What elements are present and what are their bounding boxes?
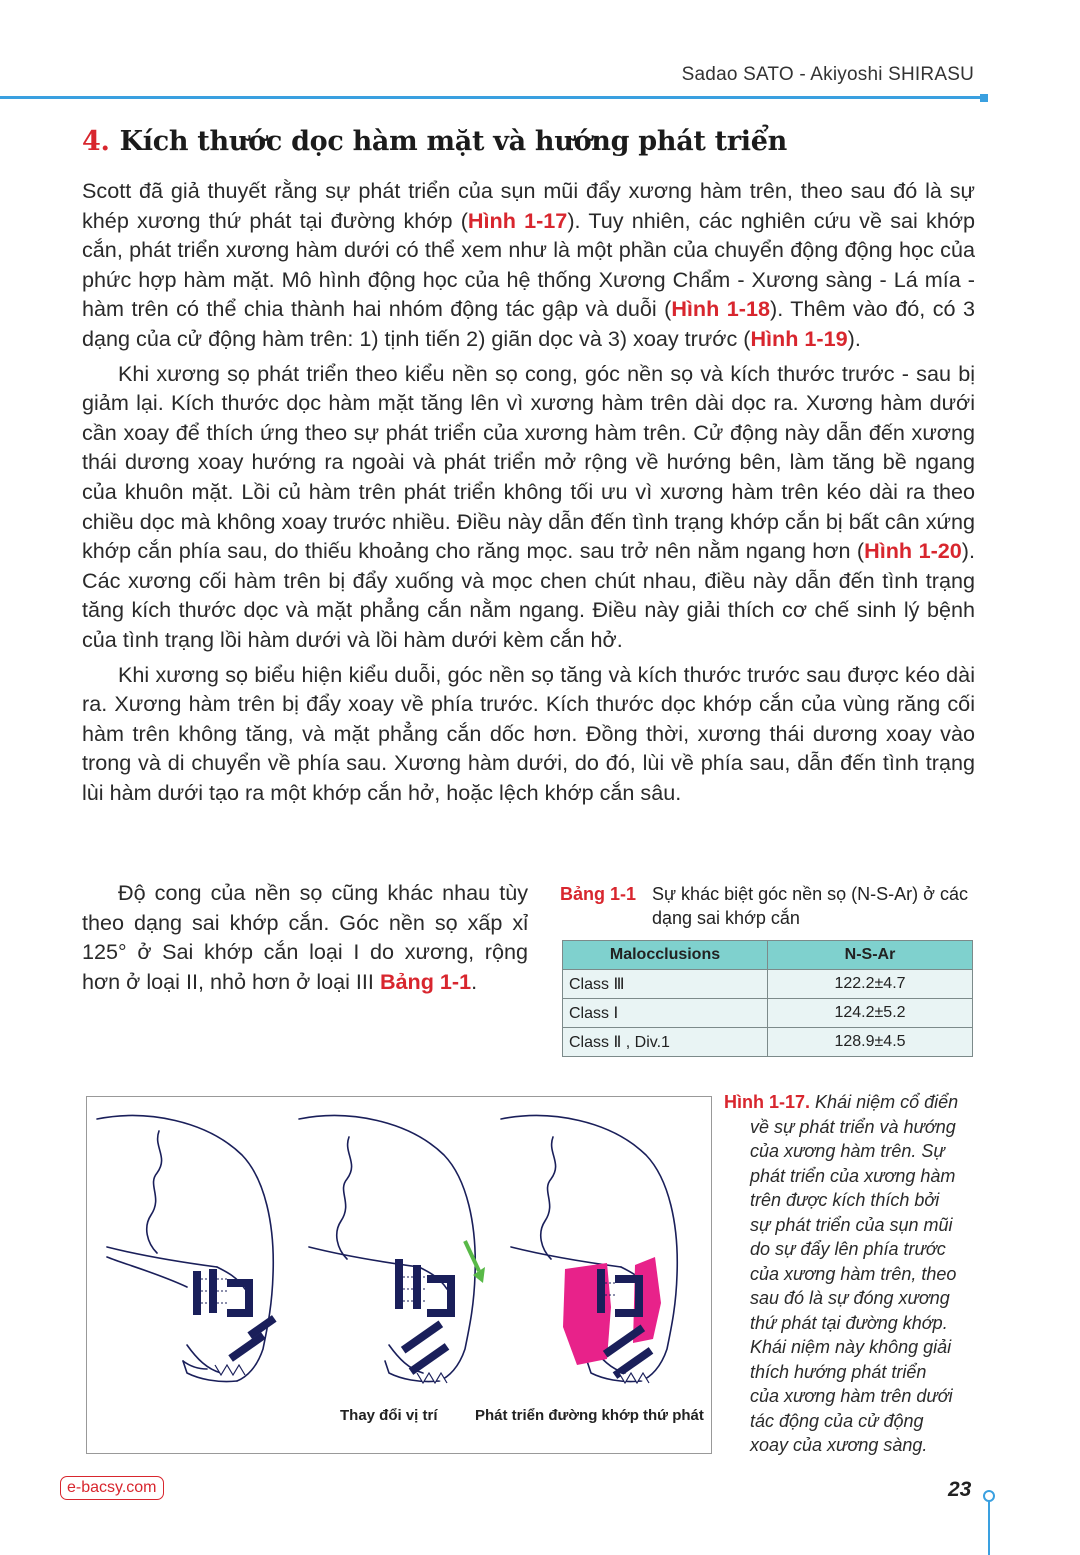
skull-drawing-2 — [299, 1116, 475, 1382]
footer-dot-icon — [983, 1490, 995, 1502]
header-authors: Sadao SATO - Akiyoshi SHIRASU — [681, 64, 974, 85]
table-row — [563, 999, 973, 1028]
header-square — [980, 94, 988, 102]
figure-caption-line: Khái niệm này không giải — [750, 1337, 952, 1357]
table-cell-class: Class Ⅰ — [563, 999, 768, 1028]
paragraph-text: . — [471, 968, 478, 994]
paragraph-text: Độ cong của nền sọ cũng khác nhau tùy theo dạng sai khớp cắn. Góc nền sọ xấp xỉ 125° ở Sai khớp cắn loại I do xương, rộng hơn ở loại II, nhỏ hơn ở loại III — [82, 880, 528, 994]
figure-caption-line: do sự đẩy lên phía trước — [750, 1239, 946, 1259]
skull-illustrations — [87, 1097, 711, 1453]
header-rule — [0, 96, 982, 99]
figure-caption-line: tác động của cử động — [750, 1410, 924, 1431]
paragraph-text: ). — [847, 325, 861, 351]
table-ref: Bảng 1-1 — [379, 968, 472, 994]
paragraph-text: ). Tuy nhiên, các nghiên cứu về sai khớp cắn, phát triển xương hàm dưới có thể xem như là một phần của chuyển động động học của phức hợp hàm mặt. Mô hình động học của hệ thống Xương Chẩm - Xương sàng - Lá mía - hàm trên có thể chia thành hai nhóm động tác gập và duỗi ( — [82, 207, 975, 322]
figure-ref: Hình 1-20 — [864, 538, 962, 564]
paragraph-text: Scott đã giả thuyết rằng sự phát triển của sụn mũi đẩy xương hàm trên, theo sau đó là sự khép xương thứ phát tại đường khớp ( — [82, 178, 975, 233]
section-number: 4. — [82, 126, 110, 157]
paragraph-4 — [82, 878, 528, 996]
footer-line — [988, 1496, 990, 1555]
table-caption — [560, 882, 980, 930]
figure-ref: Hình 1-17 — [467, 207, 568, 233]
table-cell-value: 128.9±4.5 — [768, 1028, 973, 1057]
figure-caption-line: của xương hàm trên, theo — [750, 1263, 957, 1284]
figure-caption-line: trên được kích thích bởi — [750, 1190, 940, 1210]
figure-caption-label: Hình 1-17. — [724, 1092, 811, 1112]
footer-site-link[interactable]: e-bacsy.com — [60, 1476, 164, 1500]
figure-caption-line: thích hướng phát triển — [750, 1361, 927, 1382]
paragraph-2 — [82, 359, 975, 655]
figure-1-17 — [86, 1096, 712, 1454]
page-number: 23 — [948, 1478, 972, 1501]
figure-caption — [724, 1090, 974, 1458]
paragraph-1 — [82, 176, 975, 354]
paragraph-text: Khi xương sọ biểu hiện kiểu duỗi, góc nền sọ tăng và kích thước trước sau được kéo dài ra. Xương hàm trên bị đẩy xoay về phía trước. Kích thước dọc khớp cắn của vùng răng cối hàm trên không tăng, và mặt phẳng cắn dốc hơn. Đồng thời, xương thái dương xoay vào trong và di chuyển về phía sau. Xương hàm dưới, do đó, lùi về phía sau, dẫn đến tình trạng lùi hàm dưới tạo ra một khớp cắn hở, hoặc lệch khớp cắn sâu. — [82, 661, 975, 805]
figure-caption-line: sau đó là sự đóng xương — [750, 1288, 950, 1308]
skull-drawing-1 — [97, 1116, 273, 1382]
figure-caption-line — [724, 1090, 974, 1115]
table-caption-label: Bảng 1-1 — [560, 884, 637, 904]
table-row — [563, 970, 973, 999]
figure-caption-line: thứ phát tại đường khớp. — [750, 1312, 948, 1333]
table-row — [563, 1028, 973, 1057]
figure-label-right: Phát triển đường khớp thứ phát — [475, 1407, 704, 1424]
suture-dashes — [201, 1277, 615, 1303]
figure-ref: Hình 1-18 — [671, 296, 770, 322]
figure-ref: Hình 1-19 — [750, 325, 848, 351]
figure-caption-line: của xương hàm trên dưới — [750, 1386, 953, 1406]
paragraph-text: Khi xương sọ phát triển theo kiểu nền sọ cong, góc nền sọ và kích thước trước - sau bị giảm lại. Kích thước dọc hàm mặt tăng lên vì xương hàm trên dài dọc ra. Xương hàm dưới cần xoay để thích ứng theo sự phát triển của xương hàm trên. Cử động này dẫn đến xương thái dương xoay hướng ra ngoài và phát triển mở rộng về hướng bên, làm tăng bề ngang của khuôn mặt. Lồi củ hàm trên phát triển không tối ưu vì xương hàm trên kéo dài ra theo chiều dọc mà không xoay trước nhiều. Điều này dẫn đến tình trạng khớp cắn bị bất cân xứng khớp cắn phía sau, do thiếu khoảng cho răng mọc. sau trở nên nằm ngang hơn ( — [82, 360, 975, 564]
table-cell-class: Class Ⅱ , Div.1 — [563, 1028, 768, 1057]
table-cell-value: 122.2±4.7 — [768, 970, 973, 999]
section-title — [82, 126, 787, 157]
figure-caption-line: về sự phát triển và hướng — [750, 1116, 956, 1137]
figure-caption-line: của xương hàm trên. Sự — [750, 1141, 945, 1161]
figure-caption-text: Khái niệm cổ điển — [815, 1092, 959, 1112]
figure-caption-line: xoay của xương sàng. — [750, 1435, 928, 1455]
section-title-text: Kích thước dọc hàm mặt và hướng phát triển — [119, 126, 787, 157]
paragraph-3 — [82, 660, 975, 808]
teeth — [215, 1365, 649, 1383]
paragraph-text: ). Thêm vào đó, có 3 dạng của cử động hàm trên: 1) tịnh tiến 2) giãn dọc và 3) xoay trước ( — [82, 296, 975, 351]
figure-caption-line: phát triển của xương hàm — [750, 1165, 956, 1186]
table-cell-value: 124.2±5.2 — [768, 999, 973, 1028]
table-caption-text: Sự khác biệt góc nền sọ (N-S-Ar) ở các dạng sai khớp cắn — [652, 884, 968, 928]
paragraph-text: ). Các xương cối hàm trên bị đẩy xuống và mọc chen chút nhau, điều này dẫn đến tình trạng tăng kích thước dọc và mặt phẳng cắn nằm ngang. Điều này giải thích cơ chế sinh lý bệnh của tình trạng lồi hàm dưới và lồi hàm dưới kèm cắn hở. — [82, 538, 975, 652]
table-header-row — [563, 941, 973, 970]
body-text — [82, 176, 975, 812]
figure-caption-line: sự phát triển của sụn mũi — [750, 1214, 953, 1235]
table-cell-class: Class Ⅲ — [563, 970, 768, 999]
table-header-cell: N-S-Ar — [768, 941, 973, 970]
figure-label-left: Thay đổi vị trí — [340, 1407, 438, 1424]
malocclusion-table — [562, 940, 973, 1057]
table-header-cell: Malocclusions — [563, 941, 768, 970]
